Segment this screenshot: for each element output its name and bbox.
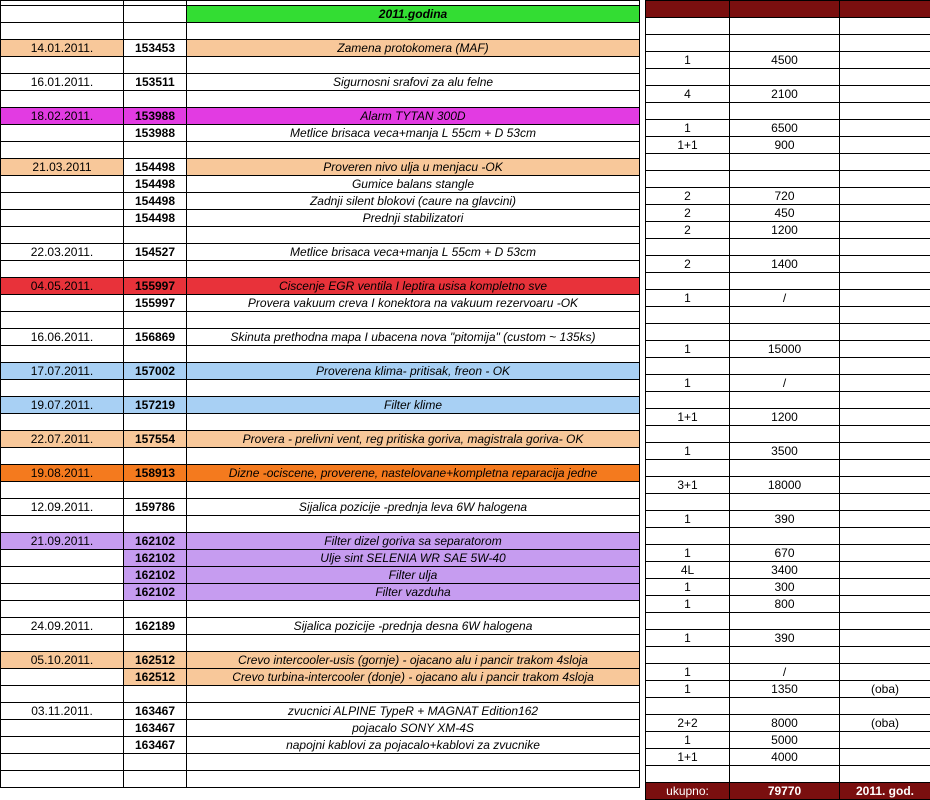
note-cell[interactable]	[840, 579, 930, 596]
qty-cell[interactable]	[646, 171, 730, 188]
price-cell[interactable]: /	[730, 375, 840, 392]
table-row	[1, 210, 640, 227]
note-cell[interactable]	[840, 409, 930, 426]
desc-cell[interactable]: napojni kablovi za pojacalo+kablovi za zvucnike	[187, 737, 640, 754]
qty-cell[interactable]: 4	[646, 86, 730, 103]
date-cell[interactable]: 22.03.2011.	[1, 244, 124, 261]
price-cell[interactable]: 3500	[730, 443, 840, 460]
code-cell[interactable]: 159786	[124, 499, 187, 516]
cost-row	[646, 341, 930, 358]
price-cell[interactable]: 1200	[730, 222, 840, 239]
table-row	[1, 567, 640, 584]
desc-cell[interactable]: Zadnji silent blokovi (caure na glavcini)	[187, 193, 640, 210]
cost-row	[646, 205, 930, 222]
price-cell[interactable]: 390	[730, 511, 840, 528]
cost-row	[646, 511, 930, 528]
price-cell[interactable]: 900	[730, 137, 840, 154]
qty-cell[interactable]: 1	[646, 579, 730, 596]
table-row	[1, 244, 640, 261]
qty-cell[interactable]: 1	[646, 341, 730, 358]
note-cell[interactable]	[840, 256, 930, 273]
note-cell[interactable]	[840, 375, 930, 392]
price-cell[interactable]: 390	[730, 630, 840, 647]
desc-cell[interactable]: Ulje sint SELENIA WR SAE 5W-40	[187, 550, 640, 567]
desc-cell[interactable]: Filter dizel goriva sa separatorom	[187, 533, 640, 550]
desc-cell[interactable]: Proverena klima- pritisak, freon - OK	[187, 363, 640, 380]
table-row	[1, 125, 640, 142]
cost-row	[646, 443, 930, 460]
table-row	[1, 499, 640, 516]
table-row	[1, 431, 640, 448]
cost-row	[646, 256, 930, 273]
qty-cell[interactable]: 1	[646, 52, 730, 69]
date-cell[interactable]	[1, 193, 124, 210]
cost-row	[646, 409, 930, 426]
table-row	[1, 40, 640, 57]
table-row	[1, 533, 640, 550]
code-cell[interactable]: 157219	[124, 397, 187, 414]
date-cell[interactable]	[1, 720, 124, 737]
table-row	[1, 703, 640, 720]
code-cell[interactable]: 154498	[124, 193, 187, 210]
date-cell[interactable]: 18.02.2011.	[1, 108, 124, 125]
note-cell[interactable]	[840, 545, 930, 562]
note-cell[interactable]	[840, 443, 930, 460]
desc-cell[interactable]: Filter klime	[187, 397, 640, 414]
qty-cell[interactable]: 1	[646, 596, 730, 613]
price-cell[interactable]: 450	[730, 205, 840, 222]
desc-cell[interactable]: Dizne -ociscene, proverene, nastelovane+kompletna reparacija jedne	[187, 465, 640, 482]
qty-cell[interactable]: 1	[646, 290, 730, 307]
note-cell[interactable]	[840, 205, 930, 222]
cost-row	[646, 749, 930, 766]
desc-cell[interactable]: Metlice brisaca veca+manja L 55cm + D 53cm	[187, 244, 640, 261]
cost-row	[646, 290, 930, 307]
date-cell[interactable]	[1, 737, 124, 754]
price-cell[interactable]	[730, 307, 840, 324]
code-cell[interactable]: 153511	[124, 74, 187, 91]
desc-cell[interactable]: Gumice balans stangle	[187, 176, 640, 193]
code-cell[interactable]: 162102	[124, 584, 187, 601]
date-cell[interactable]: 12.09.2011.	[1, 499, 124, 516]
date-cell[interactable]	[1, 210, 124, 227]
code-cell[interactable]: 154498	[124, 176, 187, 193]
cost-row	[646, 120, 930, 137]
qty-cell[interactable]: 2	[646, 222, 730, 239]
code-cell[interactable]: 157554	[124, 431, 187, 448]
note-cell[interactable]	[840, 511, 930, 528]
price-cell[interactable]: 800	[730, 596, 840, 613]
code-cell[interactable]: 157002	[124, 363, 187, 380]
qty-cell[interactable]: 1	[646, 664, 730, 681]
code-cell[interactable]: 163467	[124, 737, 187, 754]
note-cell[interactable]	[840, 188, 930, 205]
year-title[interactable]: 2011.godina	[187, 6, 640, 23]
date-cell[interactable]: 21.09.2011.	[1, 533, 124, 550]
qty-cell[interactable]: 3+1	[646, 477, 730, 494]
cost-row	[646, 715, 930, 732]
note-cell[interactable]: (oba)	[840, 715, 930, 732]
qty-cell[interactable]: 1	[646, 120, 730, 137]
note-cell[interactable]	[840, 732, 930, 749]
code-cell[interactable]: 162512	[124, 652, 187, 669]
desc-cell[interactable]: pojacalo SONY XM-4S	[187, 720, 640, 737]
code-cell[interactable]: 162512	[124, 669, 187, 686]
note-cell[interactable]	[840, 749, 930, 766]
desc-cell[interactable]: zvucnici ALPINE TypeR + MAGNAT Edition162	[187, 703, 640, 720]
cost-row	[646, 477, 930, 494]
cost-table: . . . 1 4500 4 2100 1 6500 1+1 900 2 720 2 450 2 1200 2 1400 1 / 1 15000 1 / 1+1 1200 1 3500 3+1 18000 1 390 1 670 4L 3400 1 300 1 800 1 390 1 / 1 1350 (oba) 2+2 8000 (oba) 1 5000 1+1 4000 ukupno: 79770 2011. god.	[645, 0, 930, 800]
note-cell[interactable]	[840, 307, 930, 324]
table-row	[1, 295, 640, 312]
cost-row	[646, 545, 930, 562]
date-cell[interactable]: 21.03.2011	[1, 159, 124, 176]
price-cell[interactable]: 4000	[730, 749, 840, 766]
code-cell[interactable]: 158913	[124, 465, 187, 482]
qty-cell[interactable]: 1+1	[646, 749, 730, 766]
note-cell[interactable]	[840, 596, 930, 613]
note-cell[interactable]: (oba)	[840, 681, 930, 698]
note-cell[interactable]	[840, 137, 930, 154]
date-cell[interactable]	[1, 584, 124, 601]
table-row	[1, 397, 640, 414]
code-cell[interactable]: 154498	[124, 210, 187, 227]
desc-cell[interactable]: Skinuta prethodna mapa I ubacena nova "pitomija" (custom ~ 135ks)	[187, 329, 640, 346]
note-cell[interactable]	[840, 664, 930, 681]
table-row	[1, 363, 640, 380]
date-cell[interactable]: 03.11.2011.	[1, 703, 124, 720]
code-cell[interactable]: 155997	[124, 295, 187, 312]
qty-cell[interactable]: 1	[646, 375, 730, 392]
qty-cell[interactable]: 2	[646, 256, 730, 273]
date-cell[interactable]: 14.01.2011.	[1, 40, 124, 57]
price-cell[interactable]: 2100	[730, 86, 840, 103]
date-cell[interactable]: 22.07.2011.	[1, 431, 124, 448]
price-cell[interactable]: 670	[730, 545, 840, 562]
price-cell[interactable]: /	[730, 664, 840, 681]
table-row	[1, 329, 640, 346]
date-cell[interactable]	[1, 295, 124, 312]
total-label[interactable]: ukupno:	[646, 783, 730, 800]
desc-cell[interactable]: Prednji stabilizatori	[187, 210, 640, 227]
price-cell[interactable]: 300	[730, 579, 840, 596]
note-cell[interactable]	[840, 222, 930, 239]
code-cell[interactable]: 162189	[124, 618, 187, 635]
price-cell[interactable]: 18000	[730, 477, 840, 494]
cost-row	[646, 630, 930, 647]
note-cell[interactable]	[840, 341, 930, 358]
date-cell[interactable]: 16.06.2011.	[1, 329, 124, 346]
desc-cell[interactable]: Sijalica pozicije -prednja leva 6W halogena	[187, 499, 640, 516]
desc-cell[interactable]: Metlice brisaca veca+manja L 55cm + D 53cm	[187, 125, 640, 142]
price-cell[interactable]: 15000	[730, 341, 840, 358]
date-cell[interactable]: 05.10.2011.	[1, 652, 124, 669]
qty-cell[interactable]: 1	[646, 630, 730, 647]
table-row	[1, 669, 640, 686]
note-cell[interactable]	[840, 562, 930, 579]
code-cell[interactable]: 162102	[124, 550, 187, 567]
note-cell[interactable]	[840, 86, 930, 103]
note-cell[interactable]	[840, 120, 930, 137]
code-cell[interactable]: 153988	[124, 125, 187, 142]
code-cell[interactable]: 155997	[124, 278, 187, 295]
cost-row	[646, 52, 930, 69]
table-row	[1, 652, 640, 669]
qty-cell[interactable]: 1	[646, 511, 730, 528]
cost-row	[646, 681, 930, 698]
table-row	[1, 74, 640, 91]
code-cell[interactable]: 154498	[124, 159, 187, 176]
desc-cell[interactable]: Crevo turbina-intercooler (donje) - ojacano alu i pancir trakom 4sloja	[187, 669, 640, 686]
cost-row	[646, 222, 930, 239]
table-row	[1, 176, 640, 193]
table-row	[1, 278, 640, 295]
cost-row	[646, 596, 930, 613]
qty-cell[interactable]: 1+1	[646, 409, 730, 426]
cost-row	[646, 188, 930, 205]
price-cell[interactable]: 8000	[730, 715, 840, 732]
code-cell[interactable]: 153453	[124, 40, 187, 57]
note-cell[interactable]	[840, 171, 930, 188]
date-cell[interactable]: 19.08.2011.	[1, 465, 124, 482]
date-cell[interactable]: 17.07.2011.	[1, 363, 124, 380]
desc-cell[interactable]: Ciscenje EGR ventila I leptira usisa kompletno sve	[187, 278, 640, 295]
price-cell[interactable]: 3400	[730, 562, 840, 579]
date-cell[interactable]: 04.05.2011.	[1, 278, 124, 295]
qty-cell[interactable]: 4L	[646, 562, 730, 579]
code-cell[interactable]: 163467	[124, 720, 187, 737]
table-row	[1, 550, 640, 567]
note-cell[interactable]	[840, 52, 930, 69]
desc-cell[interactable]: Filter ulja	[187, 567, 640, 584]
totals-row	[646, 783, 930, 800]
desc-cell[interactable]: Alarm TYTAN 300D	[187, 108, 640, 125]
table-row	[1, 108, 640, 125]
code-cell[interactable]: 154527	[124, 244, 187, 261]
desc-cell[interactable]: Crevo intercooler-usis (gornje) - ojacano alu i pancir trakom 4sloja	[187, 652, 640, 669]
desc-cell[interactable]: Zamena protokomera (MAF)	[187, 40, 640, 57]
table-row	[1, 618, 640, 635]
table-row	[1, 720, 640, 737]
note-cell[interactable]	[840, 630, 930, 647]
note-cell[interactable]	[840, 290, 930, 307]
total-year[interactable]: 2011. god.	[840, 783, 930, 800]
date-cell[interactable]: 16.01.2011.	[1, 74, 124, 91]
desc-cell[interactable]: Proveren nivo ulja u menjacu -OK	[187, 159, 640, 176]
cost-row	[646, 86, 930, 103]
qty-cell[interactable]: 1	[646, 443, 730, 460]
cell[interactable]	[124, 6, 187, 23]
qty-cell[interactable]: 1+1	[646, 137, 730, 154]
cost-row	[646, 562, 930, 579]
price-cell[interactable]: 5000	[730, 732, 840, 749]
price-cell[interactable]: /	[730, 290, 840, 307]
qty-cell[interactable]: 2	[646, 188, 730, 205]
qty-cell[interactable]: 1	[646, 681, 730, 698]
date-cell[interactable]: 24.09.2011.	[1, 618, 124, 635]
date-cell[interactable]	[1, 550, 124, 567]
table-row	[1, 159, 640, 176]
cost-row	[646, 732, 930, 749]
table-row	[1, 465, 640, 482]
cost-row	[646, 171, 930, 188]
price-cell[interactable]: 1200	[730, 409, 840, 426]
qty-cell[interactable]	[646, 307, 730, 324]
cost-row	[646, 307, 930, 324]
qty-cell[interactable]: 1	[646, 732, 730, 749]
qty-cell[interactable]: 2	[646, 205, 730, 222]
cost-row	[646, 664, 930, 681]
table-row	[1, 737, 640, 754]
cost-row	[646, 579, 930, 596]
cost-row	[646, 137, 930, 154]
price-cell[interactable]: 1400	[730, 256, 840, 273]
code-cell[interactable]: 162102	[124, 533, 187, 550]
desc-cell[interactable]: Filter vazduha	[187, 584, 640, 601]
date-cell[interactable]	[1, 176, 124, 193]
table-row	[1, 584, 640, 601]
cell[interactable]	[1, 6, 124, 23]
desc-cell[interactable]: Provera - prelivni vent, reg pritiska goriva, magistrala goriva- OK	[187, 431, 640, 448]
qty-cell[interactable]: 1	[646, 545, 730, 562]
desc-cell[interactable]: Provera vakuum creva I konektora na vakuum rezervoaru -OK	[187, 295, 640, 312]
price-cell[interactable]: 720	[730, 188, 840, 205]
note-cell[interactable]	[840, 477, 930, 494]
price-cell[interactable]	[730, 171, 840, 188]
price-cell[interactable]: 4500	[730, 52, 840, 69]
price-cell[interactable]: 1350	[730, 681, 840, 698]
desc-cell[interactable]: Sijalica pozicije -prednja desna 6W halogena	[187, 618, 640, 635]
date-cell[interactable]	[1, 669, 124, 686]
date-cell[interactable]	[1, 125, 124, 142]
price-cell[interactable]: 6500	[730, 120, 840, 137]
table-row	[1, 193, 640, 210]
code-cell[interactable]: 163467	[124, 703, 187, 720]
code-cell[interactable]: 162102	[124, 567, 187, 584]
date-cell[interactable]: 19.07.2011.	[1, 397, 124, 414]
desc-cell[interactable]: Sigurnosni srafovi za alu felne	[187, 74, 640, 91]
cost-row	[646, 375, 930, 392]
total-sum[interactable]: 79770	[730, 783, 840, 800]
code-cell[interactable]: 156869	[124, 329, 187, 346]
code-cell[interactable]: 153988	[124, 108, 187, 125]
qty-cell[interactable]: 2+2	[646, 715, 730, 732]
date-cell[interactable]	[1, 567, 124, 584]
